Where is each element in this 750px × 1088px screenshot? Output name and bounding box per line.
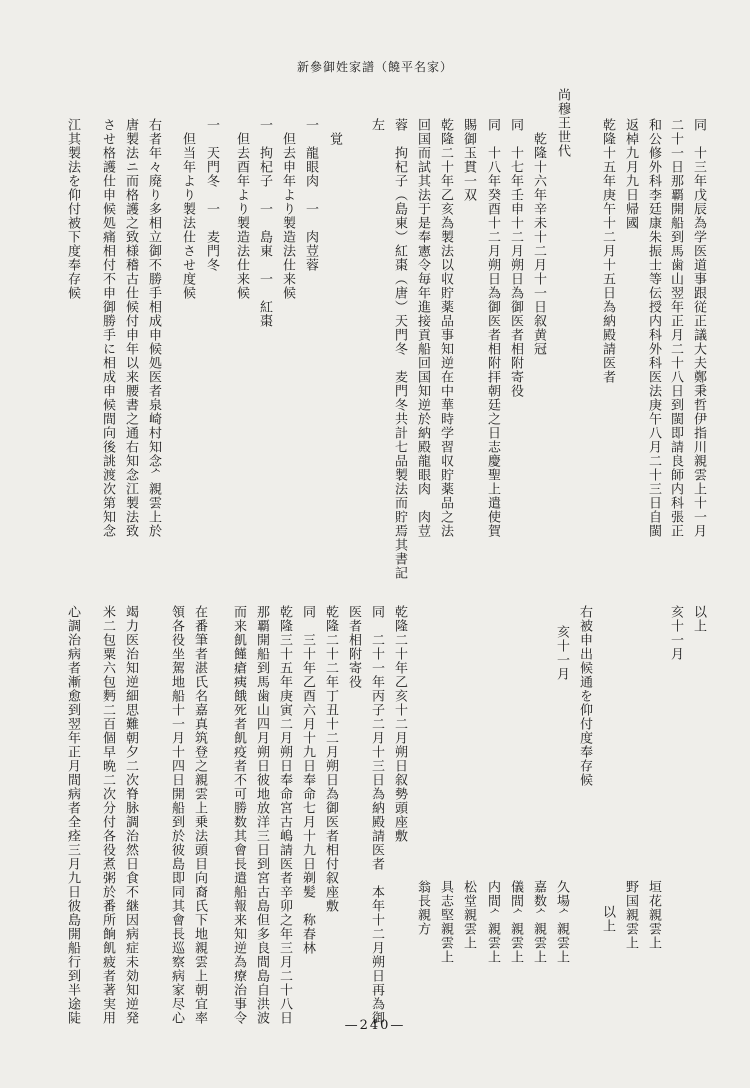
text-column: 二十一日那覇開船到馬歯山翌年正月二十八日到閩即請良師内科張正 <box>668 118 683 538</box>
text-column: 一 拘杞子 一 島東 一 紅棗 <box>257 118 272 328</box>
text-column: 回国而試其法于是奉憲令毎年進接貢船回国知逆於納殿龍眼肉 肉荳 <box>415 118 430 538</box>
signature-name: 具志堅親雲上 <box>438 880 453 964</box>
signature-name: 嘉数ᄼ親雲上 <box>531 880 546 964</box>
text-column: 以上 <box>691 605 706 633</box>
page-number: —240— <box>344 1018 406 1033</box>
text-column: 乾隆十五年庚午十二月十五日為納殿請医者 <box>600 118 615 384</box>
page-header <box>0 58 750 75</box>
text-column: 返棹九月九日帰國 <box>623 118 638 230</box>
signature-name: 野国親雲上 <box>623 880 638 950</box>
text-column: 但当年より製法仕させ度候 <box>180 118 195 300</box>
text-column: 一 天門冬 一 麦門冬 <box>204 118 219 272</box>
text-column: 乾隆二十二年丁丑十二月朔日為御医者相付叙座敷 <box>323 605 338 913</box>
text-column: 亥十一月 <box>554 625 569 681</box>
text-column: 尚穆王世代 <box>555 88 570 158</box>
text-column: 但去申年より製造法仕来候 <box>280 118 295 300</box>
text-column: 医者相附寄役 <box>346 605 361 689</box>
text-column: 覚 <box>327 118 342 146</box>
text-column: 和公修外科李廷康朱振士等伝授内科外科医法庚午八月二十三日自閩 <box>646 118 661 538</box>
text-column: 同 十八年癸酉十二月朔日為御医者相附拝朝廷之日志慶聖上遣使賀 <box>485 118 500 538</box>
signature-name: 久場ᄼ親雲上 <box>554 880 569 964</box>
text-column: 一 龍眼肉 一 肉荳蓉 <box>303 118 318 272</box>
text-column: 心調治病者漸愈到翌年正月間病者全痊三月九日彼島開船行到半途陡 <box>65 605 80 1025</box>
text-column: させ格護仕申候処痛相付不申御勝手に相成申候間向後誂渡次第知念 <box>100 118 115 538</box>
text-column: 乾隆二十年乙亥十二月朔日叙勢頭座敷 <box>392 605 407 843</box>
text-column: 竭力医治知逆細思難朝夕二次脊脉調治然日食不継因病症未効知逆発 <box>123 605 138 1025</box>
text-column: 右被申出候通を仰付度奉存候 <box>577 605 592 787</box>
signature-name: 松堂親雲上 <box>461 880 476 950</box>
text-column: 在番筆者湛氏名嘉真筑登之親雲上乗法頭目向裔氏下地親雲上朝宜率 <box>192 605 207 1025</box>
text-column: 米二包粟六包麪二百個早晩二次分付各役煮粥於番所餉飢疲者著実用 <box>100 605 115 1025</box>
text-column: 同 十三年戊辰為学医道事跟従正議大夫鄭秉哲伊指川親雲上十一月 <box>691 118 706 538</box>
text-column: 乾隆十六年辛未十二月十一日叙黄冠 <box>531 118 546 356</box>
text-column: 乾隆三十五年庚寅二月朔日奉命宮古嶋請医者辛卯之年三月二十八日 <box>277 605 292 1025</box>
text-column: 亥十一月 <box>668 605 683 661</box>
header-title: 新參御姓家譜（饒平名家） <box>296 60 453 74</box>
text-column: 賜御玉貫一双 <box>461 118 476 202</box>
text-column: 同 三十年乙酉六月十九日奉命七月十九日剃髪 称春林 <box>300 605 315 955</box>
text-column: 但去酉年より製造法仕来候 <box>234 118 249 300</box>
signature-name: 内間ᄼ親雲上 <box>485 880 500 964</box>
text-column: 以上 <box>600 905 615 933</box>
signature-name: 翁長親方 <box>415 880 430 936</box>
text-column: 唐製法ニ而格護之致様稽古仕候付申年以来腰書之通右知念江製法致 <box>123 118 138 538</box>
text-column: 同 二十一年丙子二月十三日為納殿請医者 本年十二月朔日再為御 <box>369 605 384 1025</box>
text-column: 而来飢饉瘡痍餓死者飢疫者不可勝数其會長遣船報来知逆為療治事令 <box>231 605 246 1025</box>
text-column: 領各役坐駕地船十一月十四日開船到於彼島即同其會長巡察病家尽心 <box>169 605 184 1025</box>
text-column: 右者年々廃り多相立御不勝手相成申候処医者泉崎村知念ᄼ親雲上於 <box>146 118 161 538</box>
signature-name: 儀間ᄼ親雲上 <box>508 880 523 964</box>
text-column: 左 <box>369 118 384 132</box>
text-column: 那覇開船到馬歯山四月朔日彼地放洋三日到宮古島但多良間島自洪波 <box>254 605 269 1025</box>
signature-name: 垣花親雲上 <box>646 880 661 950</box>
text-column: 江其製法を仰付被下度奉存候 <box>65 118 80 300</box>
text-column: 乾隆二十年乙亥為製法以収貯薬品事知逆在中華時学習収貯薬品之法 <box>438 118 453 538</box>
text-column: 同 十七年壬申十二月朔日為御医者相附寄役 <box>508 118 523 398</box>
text-column: 蓉 拘杞子（島東）紅棗（唐）天門冬 麦門冬共計七品製法而貯焉其書記 <box>392 118 407 580</box>
